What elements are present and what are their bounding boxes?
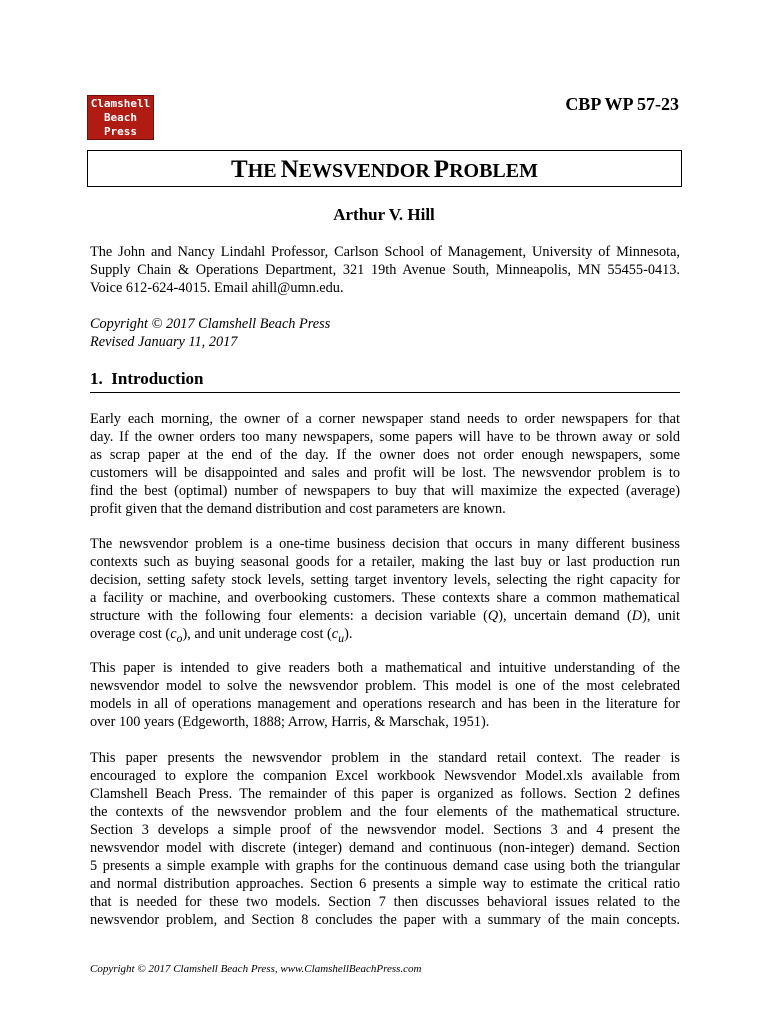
logo-line-3: Press [103, 125, 138, 138]
text-run: ), unit [642, 608, 681, 624]
paragraph-line: contexts such as buying seasonal goods for a retailer, making the last buy or last production run [90, 554, 680, 570]
paragraph-4 [90, 749, 680, 929]
paragraph-line: newsvendor problem, and Section 8 concludes the paper with a summary of the main concepts. [90, 912, 680, 928]
paragraph-line: as scrap paper at the end of the day. If the owner does not order enough newspapers, some [90, 447, 680, 463]
paragraph-line: This paper is intended to give readers both a mathematical and intuitive understanding of the [90, 660, 680, 676]
copyright-line: Copyright © 2017 Clamshell Beach Press [90, 316, 331, 332]
title-initial-1: T [231, 156, 248, 183]
working-paper-number: CBP WP 57-23 [565, 94, 679, 114]
text-run: overage cost ( [90, 626, 171, 642]
paragraph-line: and normal distribution approaches. Section 6 presents a simple way to estimate the critical ratio [90, 876, 680, 892]
paragraph-line: customers will be disappointed and sales and profit will be lost. The newsvendor problem is to [90, 465, 680, 481]
paragraph-line: find the best (optimal) number of newspapers to buy that will maximize the expected (average) [90, 483, 680, 499]
author-affiliation [90, 243, 680, 297]
math-subscript-u: u [338, 630, 345, 645]
paragraph-line: that is needed for these two models. Section 7 then discusses behavioral issues related to the [90, 894, 680, 910]
title-rest-2: EWSVENDOR [298, 160, 430, 182]
paragraph-line: Clamshell Beach Press. The remainder of this paper is organized as follows. Section 2 defines [90, 786, 680, 802]
revision-line: Revised January 11, 2017 [90, 334, 238, 350]
section-heading [90, 369, 680, 393]
paragraph-line: This paper presents the newsvendor problem in the standard retail context. The reader is [90, 750, 680, 766]
section-title: Introduction [111, 369, 204, 388]
title-rest-1: HE [247, 160, 277, 182]
section-number: 1. [90, 369, 103, 388]
paragraph-line: over 100 years (Edgeworth, 1888; Arrow, Harris, & Marschak, 1951). [90, 714, 490, 730]
copyright-notice [90, 315, 680, 351]
paragraph-line: the contexts of the newsvendor problem and the four elements of the mathematical structure. [90, 804, 680, 820]
paragraph-line: newsvendor model with discrete (integer) demand and continuous (non-integer) demand. Section [90, 840, 680, 856]
text-run: structure with the following four elements: a decision variable ( [90, 608, 488, 624]
paragraph-1 [90, 410, 680, 518]
paragraph-3 [90, 659, 680, 731]
page-footer: Copyright © 2017 Clamshell Beach Press, www.ClamshellBeachPress.com [90, 963, 422, 975]
math-variable-q: Q [487, 608, 499, 624]
paragraph-line: Early each morning, the owner of a corner newspaper stand needs to order newspapers for that [90, 411, 680, 427]
text-run: ), uncertain demand ( [498, 608, 632, 624]
paragraph-line: 5 presents a simple example with graphs for the continuous demand case using both the triangular [90, 858, 680, 874]
math-subscript-o: o [176, 630, 183, 645]
logo-line-1: Clamshell [90, 97, 151, 110]
paragraph-line: newsvendor model to solve the newsvendor problem. This model is one of the most celebrated [90, 678, 680, 694]
text-run: ), and unit underage cost ( [182, 626, 332, 642]
paragraph-line [90, 607, 680, 625]
author-name: Arthur V. Hill [333, 205, 435, 224]
paragraph-2 [90, 535, 680, 643]
paper-title [87, 150, 682, 187]
title-initial-2: N [280, 156, 299, 183]
paragraph-line: a facility or machine, and overbooking customers. These contexts share a common mathematical [90, 590, 680, 606]
logo-line-2: Beach [103, 111, 138, 124]
affiliation-line: The John and Nancy Lindahl Professor, Carlson School of Management, University of Minnesota, [90, 244, 680, 260]
paragraph-line: The newsvendor problem is a one-time business decision that occurs in many different business [90, 536, 680, 552]
title-rest-3: ROBLEM [449, 160, 538, 182]
math-variable-d: D [631, 608, 643, 624]
math-variable-c: c [331, 626, 339, 642]
paragraph-line: day. If the owner orders too many newspapers, some papers will have to be thrown away or sold [90, 429, 680, 445]
paragraph-line: decision, setting safety stock levels, setting target inventory levels, selecting the right capacity for [90, 572, 680, 588]
paragraph-line [90, 625, 680, 643]
publisher-logo [87, 95, 154, 140]
math-variable-c: c [170, 626, 177, 642]
paragraph-line: encouraged to explore the companion Excel workbook Newsvendor Model.xls available from [90, 768, 680, 784]
paragraph-line: models in all of operations management and operations research and has been in the literature for [90, 696, 680, 712]
paragraph-line: Section 3 develops a simple proof of the newsvendor model. Sections 3 and 4 present the [90, 822, 680, 838]
paragraph-line: profit given that the demand distribution and cost parameters are known. [90, 501, 506, 517]
affiliation-line: Supply Chain & Operations Department, 321 19th Avenue South, Minneapolis, MN 55455-0413. [90, 262, 680, 278]
title-initial-3: P [433, 156, 450, 183]
text-run: ). [344, 626, 353, 642]
affiliation-line: Voice 612-624-4015. Email ahill@umn.edu. [90, 280, 344, 296]
